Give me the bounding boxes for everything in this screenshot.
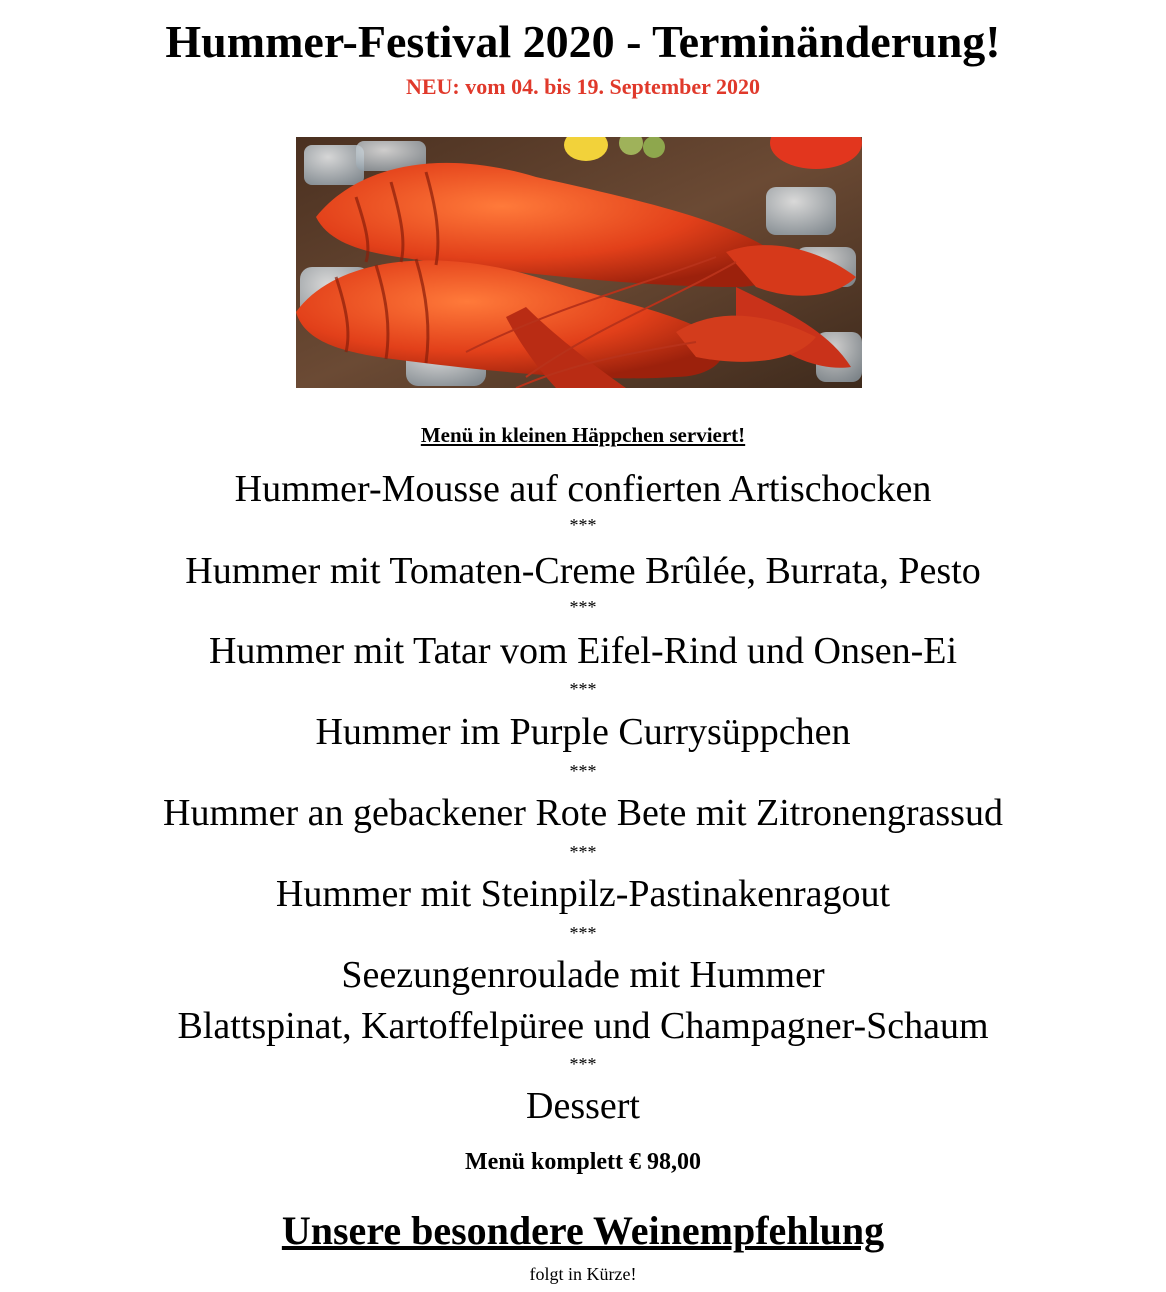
course-item: Hummer mit Tatar vom Eifel-Rind und Onsen-Ei <box>208 630 958 672</box>
course-separator: *** <box>569 1054 597 1074</box>
course-item: Hummer im Purple Currysüppchen <box>315 711 851 753</box>
course-item: Hummer mit Steinpilz-Pastinakenragout <box>275 873 891 915</box>
course-separator: *** <box>569 515 597 535</box>
course-separator: *** <box>569 597 597 617</box>
course-separator: *** <box>569 842 597 862</box>
lobster-photo <box>296 137 862 388</box>
course-item: Seezungenroulade mit Hummer <box>341 954 825 996</box>
course-item: Hummer an gebackener Rote Bete mit Zitronengrassud <box>163 792 1003 834</box>
lobster-illustration <box>296 137 862 388</box>
course-item-continued: Blattspinat, Kartoffelpüree und Champagner-Schaum <box>177 1005 989 1047</box>
course-separator: *** <box>569 679 597 699</box>
page-title: Hummer-Festival 2020 - Terminänderung! <box>165 16 1001 67</box>
course-separator: *** <box>569 761 597 781</box>
date-notice: NEU: vom 04. bis 19. September 2020 <box>405 74 761 99</box>
menu-price: Menü komplett € 98,00 <box>465 1149 701 1175</box>
wine-heading: Unsere besondere Weinempfehlung <box>281 1208 885 1253</box>
course-item: Dessert <box>526 1085 640 1127</box>
course-item: Hummer-Mousse auf confierten Artischocken <box>234 468 932 510</box>
course-item: Hummer mit Tomaten-Creme Brûlée, Burrata, Pesto <box>185 550 981 592</box>
wine-note: folgt in Kürze! <box>529 1264 637 1284</box>
menu-intro: Menü in kleinen Häppchen serviert! <box>420 423 746 447</box>
course-separator: *** <box>569 923 597 943</box>
